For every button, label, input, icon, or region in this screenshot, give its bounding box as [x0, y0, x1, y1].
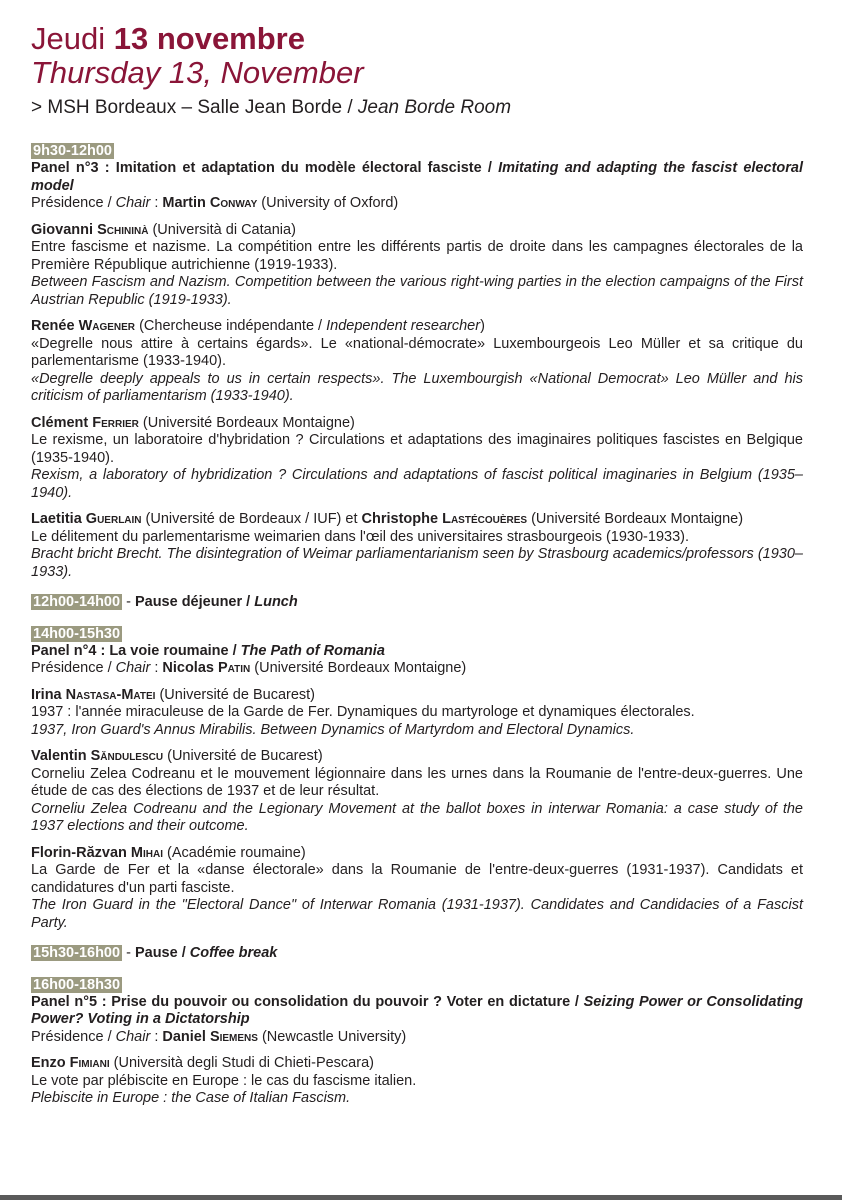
talk-title-fr: Le vote par plébiscite en Europe : le cas du fascisme italien.: [31, 1072, 417, 1089]
time-badge: 14h00-15h30: [33, 625, 121, 642]
panel-title: Panel n°5 : Prise du pouvoir ou consolidation du pouvoir ? Voter en dictature / Seizing Power or Consolidating Power? Voting in a Dictatorship: [31, 993, 804, 1027]
speaker: Enzo Fimiani (Università degli Studi di Chieti-Pescara): [31, 1055, 374, 1071]
panel-chair: Présidence / Chair : Nicolas Patin (Université Bordeaux Montaigne): [31, 660, 467, 676]
speaker: Giovanni Schininà (Università di Catania): [31, 221, 296, 238]
speaker: Clément Ferrier (Université Bordeaux Montaigne): [31, 414, 355, 431]
talk-title-en: Between Fascism and Nazism. Competition between the various right-wing parties in the election campaigns of the First Austrian Republic (1919-1933).: [31, 274, 803, 308]
session-panel-4: [31, 625, 803, 933]
talk-title-en: «Degrelle deeply appeals to us in certain respects». The Luxembourgish «National Democrat» Leo Müller and his criticism of parliamentarism (1933-1940).: [31, 370, 803, 404]
talk-title-en: 1937, Iron Guard's Annus Mirabilis. Between Dynamics of Martyrdom and Electoral Dynamics.: [31, 721, 635, 738]
lunch-break: 12h00-14h00 - Pause déjeuner / Lunch: [33, 594, 298, 610]
talk-title-fr: Corneliu Zelea Codreanu et le mouvement légionnaire dans les urnes dans la Roumanie de l'entre-deux-guerres. Une étude de cas des élections de 1937 et de leur résultat.: [31, 765, 803, 799]
talk-title-en: Rexism, a laboratory of hybridization ? Circulations and adaptations of fascist political imaginaries in Belgium (1935–1940).: [31, 467, 803, 501]
panel-chair: Présidence / Chair : Daniel Siemens (Newcastle University): [31, 1028, 407, 1045]
talk-title-fr: La Garde de Fer et la «danse électorale» dans la Roumanie de l'entre-deux-guerres (1931-1937). Candidats et candidatures d'un parti fasciste.: [31, 862, 803, 896]
talk-item: [31, 222, 803, 310]
talk-item: [31, 415, 803, 503]
session-panel-3: [31, 142, 803, 581]
talk-title-en: Plebiscite in Europe : the Case of Italian Fascism.: [31, 1090, 351, 1106]
bottom-divider: [0, 1195, 842, 1200]
day-title-fr: Jeudi 13 novembre: [31, 21, 305, 56]
time-badge: 9h30-12h00: [33, 143, 112, 159]
talk-title-en: Bracht bricht Brecht. The disintegration of Weimar parliamentarianism seen by Strasbourg academics/professors (1930–1933).: [31, 546, 803, 580]
time-badge: 12h00-14h00: [33, 594, 121, 610]
venue-line: > MSH Bordeaux – Salle Jean Borde / Jean Borde Room: [31, 97, 512, 118]
talk-title-en: Corneliu Zelea Codreanu and the Legionary Movement at the ballot boxes in interwar Romania: a case study of the 1937 elections and their outcome.: [31, 800, 803, 834]
talk-title-fr: «Degrelle nous attire à certains égards». Le «national-démocrate» Luxembourgeois Leo Müller et sa critique du parlementarisme (1933-1940).: [31, 335, 803, 369]
panel-chair: Présidence / Chair : Martin Conway (University of Oxford): [31, 195, 399, 211]
talk-item: [31, 511, 803, 581]
speaker: Valentin Săndulescu (Université de Bucarest): [31, 748, 323, 764]
talk-title-fr: 1937 : l'année miraculeuse de la Garde de Fer. Dynamiques du martyrologe et dynamiques électorales.: [31, 704, 695, 720]
panel-title: Panel n°3 : Imitation et adaptation du modèle électoral fasciste / Imitating and adapting the fascist electoral model: [31, 160, 803, 194]
time-badge: 16h00-18h30: [33, 976, 121, 993]
programme-page: [31, 22, 803, 1121]
speaker: Florin-Răzvan Mihai (Académie roumaine): [31, 844, 306, 861]
talk-item: [31, 687, 803, 740]
speaker: Renée Wagener (Chercheuse indépendante / Independent researcher): [31, 318, 485, 334]
speaker: Irina Nastasa-Matei (Université de Bucarest): [31, 686, 316, 703]
day-title-en: Thursday 13, November: [31, 55, 364, 90]
talk-item: [31, 1055, 803, 1108]
talk-title-fr: Le délitement du parlementarisme weimarien dans l'œil des universitaires strasbourgeois (1930-1933).: [31, 528, 690, 545]
talk-title-fr: Entre fascisme et nazisme. La compétition entre les différents partis de droite dans les campagnes électorales de la Première République autrichienne (1919-1933).: [31, 239, 803, 273]
talk-item: [31, 318, 803, 406]
panel-title: Panel n°4 : La voie roumaine / The Path of Romania: [31, 642, 385, 659]
talk-item: [31, 845, 803, 933]
time-badge: 15h30-16h00: [33, 945, 121, 961]
talk-title-en: The Iron Guard in the "Electoral Dance" of Interwar Romania (1931-1937). Candidates and Candidacies of a Fascist Party.: [31, 897, 803, 931]
session-panel-5: [31, 976, 803, 1108]
talk-title-fr: Le rexisme, un laboratoire d'hybridation ? Circulations et adaptations des imaginaires politiques fascistes en Belgique (1935-1940).: [31, 432, 803, 466]
speaker: Laetitia Guerlain (Université de Bordeaux / IUF) et Christophe Lastécouères (Université Bordeaux Montaigne): [31, 511, 744, 527]
coffee-break: 15h30-16h00 - Pause / Coffee break: [33, 945, 278, 961]
talk-item: [31, 748, 803, 836]
